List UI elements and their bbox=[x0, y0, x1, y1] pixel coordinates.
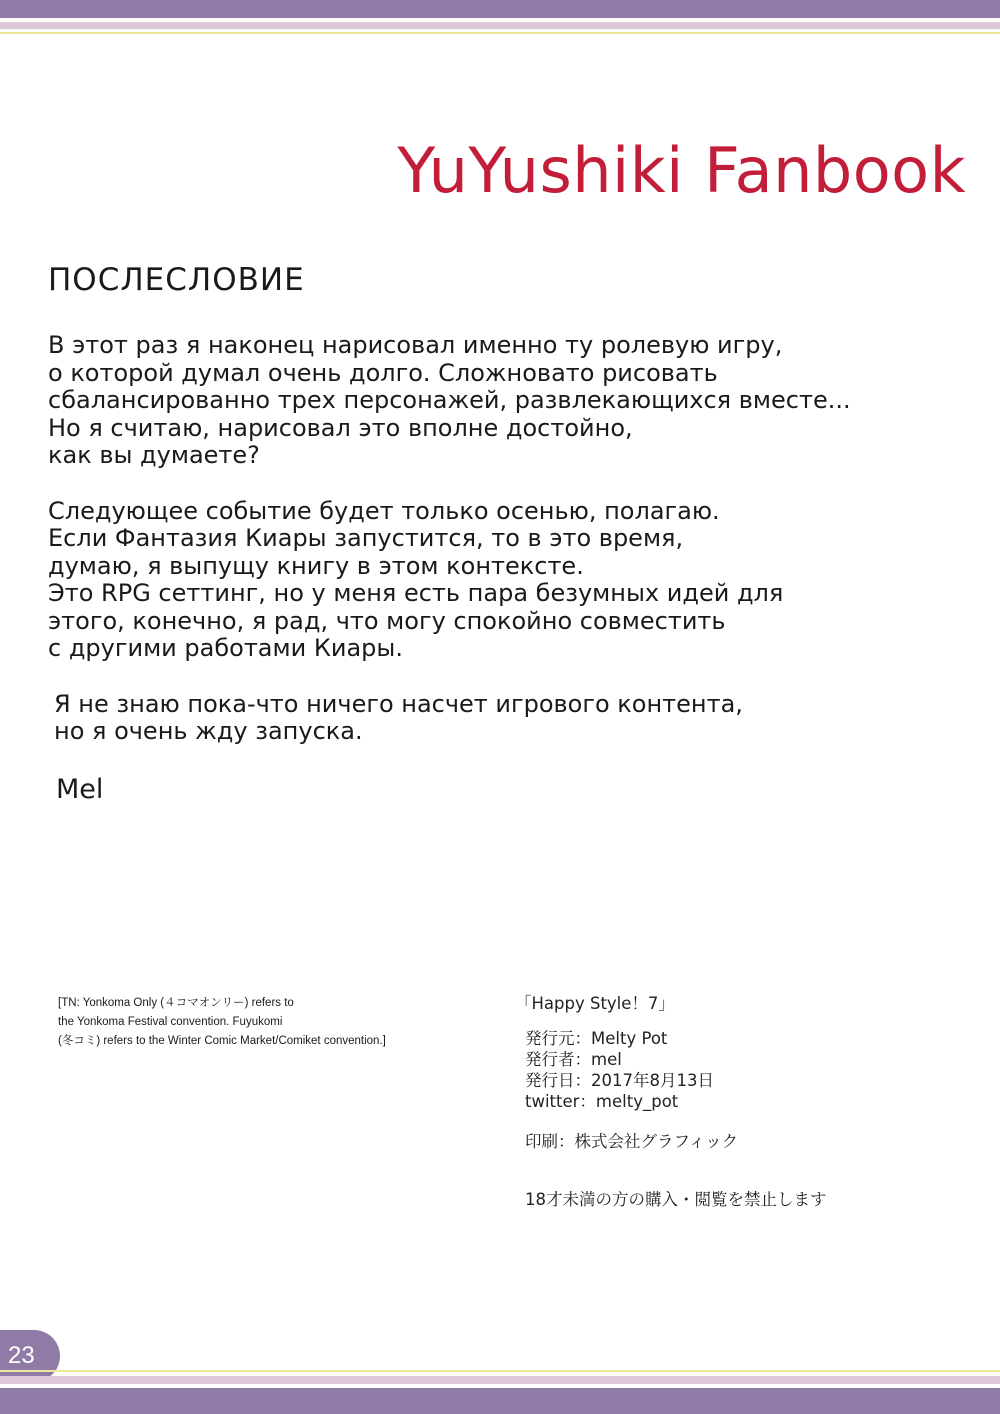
text-line: думаю, я выпущу книгу в этом контексте. bbox=[48, 551, 584, 580]
publish-date-row: 発行日：2017年8月13日 bbox=[525, 1071, 714, 1090]
afterword-paragraph bbox=[48, 498, 948, 663]
page-number: 23 bbox=[0, 1330, 60, 1382]
afterword-heading: ПОСЛЕСЛОВИЕ bbox=[48, 262, 305, 298]
book-title: 「Happy Style！7」 bbox=[515, 994, 675, 1013]
printer-row: 印刷：株式会社グラフィック bbox=[525, 1132, 739, 1151]
bottom-border-pink-stripe bbox=[0, 1376, 1000, 1384]
twitter-row: twitter：melty_pot bbox=[525, 1092, 679, 1111]
fanbook-logo: YuYushiki Fanbook bbox=[397, 134, 966, 207]
text-line: с другими работами Киары. bbox=[48, 634, 403, 662]
afterword-section bbox=[48, 262, 948, 805]
top-border-line bbox=[0, 32, 1000, 34]
afterword-paragraph bbox=[48, 332, 948, 470]
text-line: the Yonkoma Festival convention. Fuyukomi bbox=[58, 1016, 283, 1028]
text-line: Это RPG сеттинг, но у меня есть пара безумных идей для bbox=[48, 579, 784, 607]
top-border-stripe bbox=[0, 0, 1000, 18]
author-signature: Mel bbox=[56, 773, 104, 805]
text-line: сбалансированно трех персонажей, развлекающихся вместе... bbox=[48, 386, 851, 414]
text-line: В этот раз я наконец нарисовал именно ту ролевую игру, bbox=[48, 331, 783, 359]
text-line: Следующее событие будет только осенью, полагаю. bbox=[48, 496, 720, 525]
afterword-paragraph bbox=[48, 691, 948, 746]
text-line: Если Фантазия Киары запустится, то в это время, bbox=[48, 524, 684, 552]
text-line: о которой думал очень долго. Сложновато рисовать bbox=[48, 358, 718, 387]
text-line: как вы думаете? bbox=[48, 441, 260, 469]
text-line: (冬コミ) refers to the Winter Comic Market/Comiket convention.] bbox=[58, 1035, 386, 1047]
text-line: [TN: Yonkoma Only (４コマオンリー) refers to bbox=[58, 997, 294, 1009]
bottom-border-line bbox=[0, 1370, 1000, 1372]
top-border-pink-stripe bbox=[0, 22, 1000, 29]
text-line: этого, конечно, я рад, что могу спокойно совместить bbox=[48, 606, 726, 635]
age-warning: 18才未満の方の購入・閲覧を禁止します bbox=[525, 1190, 827, 1209]
text-line: Но я считаю, нарисовал это вполне достойно, bbox=[48, 413, 633, 442]
colophon bbox=[515, 990, 895, 1210]
bottom-border-stripe bbox=[0, 1388, 1000, 1414]
issuer-row: 発行者：mel bbox=[525, 1050, 622, 1069]
text-line: Я не знаю пока-что ничего насчет игрового контента, bbox=[54, 689, 743, 718]
publisher-row: 発行元：Melty Pot bbox=[525, 1029, 668, 1048]
text-line: но я очень жду запуска. bbox=[54, 717, 363, 745]
translator-note bbox=[58, 994, 428, 1051]
